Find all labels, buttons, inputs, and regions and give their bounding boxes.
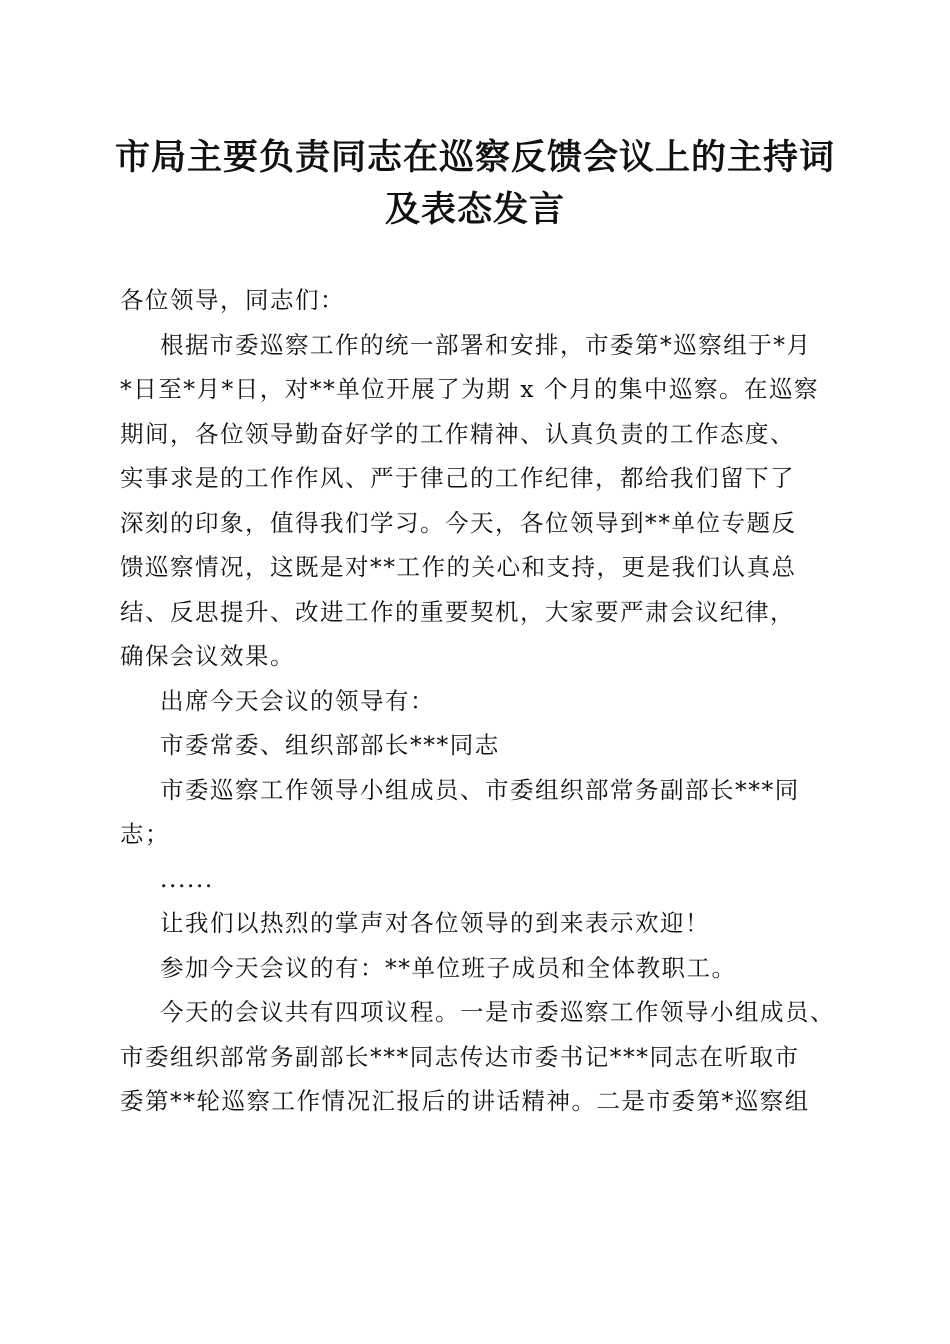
paragraph-line: 根据市委巡察工作的统一部署和安排，市委第*巡察组于*月 [160, 330, 812, 359]
paragraph-line: 出席今天会议的领导有： [160, 686, 435, 715]
paragraph-line: 让我们以热烈的掌声对各位领导的到来表示欢迎！ [160, 909, 710, 937]
document-body [120, 278, 835, 1124]
title-line: 及表态发言 [384, 189, 565, 230]
paragraph-line: 市委巡察工作领导小组成员、市委组织部常务副部长***同 [160, 775, 800, 804]
paragraph-line: 实事求是的工作作风、严于律己的工作纪律，都给我们留下了 [120, 464, 795, 492]
paragraph-line: 市委组织部常务副部长***同志传达市委书记***同志在听取市 [120, 1042, 800, 1071]
paragraph-line: 志； [120, 820, 170, 848]
paragraph-line: *日至*月*日，对**单位开展了为期 x 个月的集中巡察。在巡察 [120, 375, 819, 403]
title-line: 市局主要负责同志在巡察反馈会议上的主持词 [114, 137, 835, 178]
paragraph-line: 深刻的印象，值得我们学习。今天，各位领导到**单位专题反 [120, 508, 797, 537]
paragraph-line: 确保会议效果。 [120, 642, 295, 670]
paragraph-line: 参加今天会议的有：**单位班子成员和全体教职工。 [160, 953, 737, 982]
paragraph-line: 馈巡察情况，这既是对**工作的关心和支持，更是我们认真总 [120, 553, 797, 581]
paragraph-line: 期间，各位领导勤奋好学的工作精神、认真负责的工作态度、 [120, 419, 795, 448]
paragraph-line: 市委常委、组织部部长***同志 [160, 731, 500, 759]
document-title [90, 132, 860, 236]
paragraph-line: 委第**轮巡察工作情况汇报后的讲话精神。二是市委第*巡察组 [120, 1087, 810, 1115]
paragraph-line: 结、反思提升、改进工作的重要契机，大家要严肃会议纪律， [120, 597, 795, 626]
paragraph-line: 今天的会议共有四项议程。一是市委巡察工作领导小组成员、 [160, 998, 835, 1026]
salutation: 各位领导，同志们： [120, 286, 345, 314]
ellipsis-line: ...... [160, 864, 214, 893]
